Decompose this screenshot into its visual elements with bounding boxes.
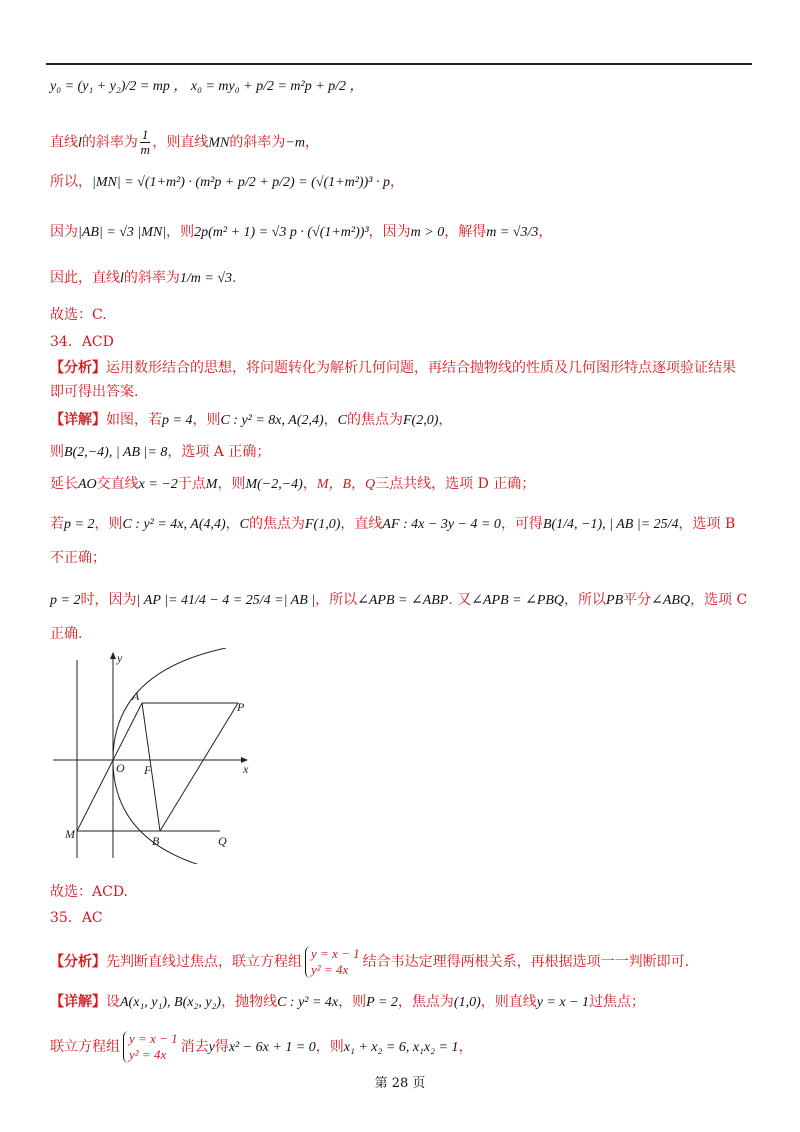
math: C : y² = 4x, A(4,4) xyxy=(122,517,226,532)
q34-analysis xyxy=(50,358,736,378)
text: ，因为 xyxy=(368,224,411,240)
text: 时，因为 xyxy=(80,592,137,608)
detail-tag: 【详解】 xyxy=(50,994,106,1010)
label-b: B xyxy=(152,834,160,848)
q34-detail-2 xyxy=(50,442,270,463)
equation-system xyxy=(305,946,360,978)
q35-detail-1 xyxy=(50,992,645,1013)
math: C : y² = 8x, A(2,4) xyxy=(220,413,324,428)
formula-line-1 xyxy=(50,76,364,97)
text: 平分 xyxy=(623,592,652,608)
text: 交直线 xyxy=(96,476,139,492)
math-mn: MN xyxy=(208,135,230,151)
q34-detail-7: 正确. xyxy=(50,626,83,642)
line-am xyxy=(77,703,142,831)
math: M(−2,−4) xyxy=(245,477,303,492)
math-neg-m: −m xyxy=(285,135,305,151)
math-slope: 1/m = √3 xyxy=(179,271,233,286)
math-m-value: m = √3/3 xyxy=(486,225,539,240)
math: x = −2 xyxy=(138,477,178,492)
page-footer: 第 28 页 xyxy=(374,1076,426,1091)
text: ，则 xyxy=(338,994,367,1010)
math: ∠APB = ∠ABP xyxy=(357,593,449,608)
text: ， xyxy=(538,224,553,240)
math-l: l xyxy=(120,271,124,286)
numerator: 1 xyxy=(141,127,149,142)
q33-answer: 故选：C. xyxy=(50,307,107,323)
q34-detail-6 xyxy=(50,590,747,611)
text: ，选项 C xyxy=(690,592,748,608)
text: 联立方程组 xyxy=(50,1039,120,1055)
math: M，B，Q xyxy=(316,477,376,492)
text: 过焦点； xyxy=(589,994,646,1010)
equation: y = x − 1 xyxy=(311,946,360,961)
math: p = 4 xyxy=(162,413,193,428)
math: p = 2 xyxy=(64,517,95,532)
math: | AP |= 41/4 − 4 = 25/4 =| AB | xyxy=(136,593,316,608)
parabola-figure xyxy=(48,648,258,864)
line-pb xyxy=(160,703,238,831)
math: ∠APB = ∠PBQ xyxy=(471,593,565,608)
q35-detail-2 xyxy=(50,1030,472,1065)
math: y xyxy=(208,1040,215,1055)
math: AF : 4x − 3y − 4 = 0 xyxy=(382,517,501,532)
text: 先判断直线过焦点，联立方程组 xyxy=(106,954,302,970)
text: 运用数形结合的思想，将问题转化为解析几何问题，再结合抛物线的性质及几何图形特点逐项验证结果 xyxy=(106,360,736,376)
math: x² − 6x + 1 = 0 xyxy=(228,1040,316,1055)
text: ，则 xyxy=(315,1039,344,1055)
math: B(2,−4), | AB |= 8 xyxy=(64,445,168,460)
text: ， xyxy=(304,134,319,151)
math: (1,0) xyxy=(453,995,481,1010)
text: . xyxy=(232,270,237,286)
text: 直线 xyxy=(50,134,78,151)
label-f: F xyxy=(144,763,152,777)
text: ，所以 xyxy=(564,592,607,608)
math: P = 2 xyxy=(366,995,398,1010)
text: ， xyxy=(323,412,338,428)
text: ，解得 xyxy=(444,224,487,240)
math-m-positive: m > 0 xyxy=(410,225,445,240)
label-a: A xyxy=(132,689,140,703)
text: ，则 xyxy=(94,516,123,532)
text: 于点 xyxy=(177,476,206,492)
text: 的焦点为 xyxy=(347,412,403,428)
label-p: P xyxy=(237,700,245,714)
math: M xyxy=(205,477,218,492)
text: ，选项 B xyxy=(678,516,736,532)
text: 如图，若 xyxy=(106,412,162,428)
formula-line-5 xyxy=(50,268,236,289)
text: ，选项 A 正确； xyxy=(167,444,271,460)
text: 得 xyxy=(214,1039,229,1055)
text: 的斜率为 xyxy=(229,134,286,151)
math: B(1/4, −1), | AB |= 25/4 xyxy=(542,517,679,532)
q34-detail-1 xyxy=(50,410,452,431)
text: ， xyxy=(302,476,317,492)
text: 所以， xyxy=(50,174,92,190)
text: 延长 xyxy=(50,476,78,492)
analysis-tag: 【分析】 xyxy=(50,360,106,376)
text: ，直线 xyxy=(340,516,383,532)
text: 因此，直线 xyxy=(50,270,120,286)
q34-analysis-cont: 即可得出答案. xyxy=(50,384,139,400)
q34-detail-5: 不正确； xyxy=(50,550,106,566)
math-equation: 2p(m² + 1) = √3 p · (√(1+m²))³ xyxy=(194,225,369,240)
label-q: Q xyxy=(218,834,227,848)
text: 的斜率为 xyxy=(81,134,138,151)
formula-y0-x0: y₀ = (y₁ + y₂)/2 = mp ， x₀ = my₀ + p/2 = m²p + p/2 ， xyxy=(50,79,364,94)
math: C : y² = 4x xyxy=(277,995,339,1010)
label-x: x xyxy=(243,762,249,776)
text: ， xyxy=(458,1039,473,1055)
text: 因为 xyxy=(50,224,78,240)
text: 的斜率为 xyxy=(123,270,180,286)
math: A(x₁, y₁), B(x₂, y₂) xyxy=(120,995,222,1010)
text: 结合韦达定理得两根关系，再根据选项一一判断即可. xyxy=(362,954,690,970)
y-axis-arrow xyxy=(110,652,116,659)
q35-number: 35．AC xyxy=(50,910,103,926)
denominator: m xyxy=(140,142,150,157)
analysis-tag: 【分析】 xyxy=(50,954,106,970)
text: ，可得 xyxy=(500,516,543,532)
text: ， xyxy=(438,412,453,428)
q34-detail-3 xyxy=(50,474,535,495)
math: p = 2 xyxy=(50,593,81,608)
q34-number: 34．ACD xyxy=(50,334,114,350)
text: 若 xyxy=(50,516,64,532)
text: ，抛物线 xyxy=(221,994,278,1010)
math-mn-length: |MN| = √(1+m²) · (m²p + p/2 + p/2) = (√(1+m²))³ · p xyxy=(92,175,390,190)
label-o: O xyxy=(116,761,125,775)
text: ，则直线 xyxy=(480,994,537,1010)
q34-answer: 故选：ACD. xyxy=(50,884,128,900)
math: F(2,0) xyxy=(403,413,439,428)
parabola-curve xyxy=(113,648,226,864)
text: ，则 xyxy=(166,224,195,240)
math: C xyxy=(239,517,249,532)
fraction-1-over-m xyxy=(140,128,151,157)
formula-line-4 xyxy=(50,222,552,243)
text: 设 xyxy=(106,994,120,1010)
text: 消去 xyxy=(180,1039,209,1055)
formula-line-2 xyxy=(50,128,319,157)
math: C xyxy=(337,413,347,428)
text: ，则 xyxy=(192,412,221,428)
text: ， xyxy=(225,516,240,532)
formula-line-3 xyxy=(50,172,404,193)
label-y: y xyxy=(117,651,123,665)
math: AO xyxy=(78,477,97,492)
equation: y = x − 1 xyxy=(129,1031,178,1046)
text: ，焦点为 xyxy=(397,994,454,1010)
equation: y² = 4x xyxy=(311,962,349,977)
math: ∠ABQ xyxy=(651,593,691,608)
text: . 又 xyxy=(448,592,472,608)
q34-detail-4 xyxy=(50,514,735,535)
text: ， xyxy=(389,174,404,190)
text: ，则直线 xyxy=(152,134,209,151)
equation-system xyxy=(123,1031,178,1063)
math-l: l xyxy=(78,135,82,151)
math: y = x − 1 xyxy=(536,995,590,1010)
text: ，则 xyxy=(217,476,246,492)
q35-analysis xyxy=(50,945,689,979)
detail-tag: 【详解】 xyxy=(50,412,106,428)
header-rule xyxy=(46,63,752,65)
math: F(1,0) xyxy=(305,517,341,532)
text: 三点共线，选项 D 正确； xyxy=(375,476,536,492)
text: ，所以 xyxy=(315,592,358,608)
text: 则 xyxy=(50,444,64,460)
math-ab-eq: |AB| = √3 |MN| xyxy=(78,225,167,240)
math: x₁ + x₂ = 6, x₁x₂ = 1 xyxy=(343,1040,459,1055)
text: 的焦点为 xyxy=(249,516,305,532)
equation: y² = 4x xyxy=(129,1047,167,1062)
math: PB xyxy=(606,593,624,608)
label-m: M xyxy=(65,827,75,841)
